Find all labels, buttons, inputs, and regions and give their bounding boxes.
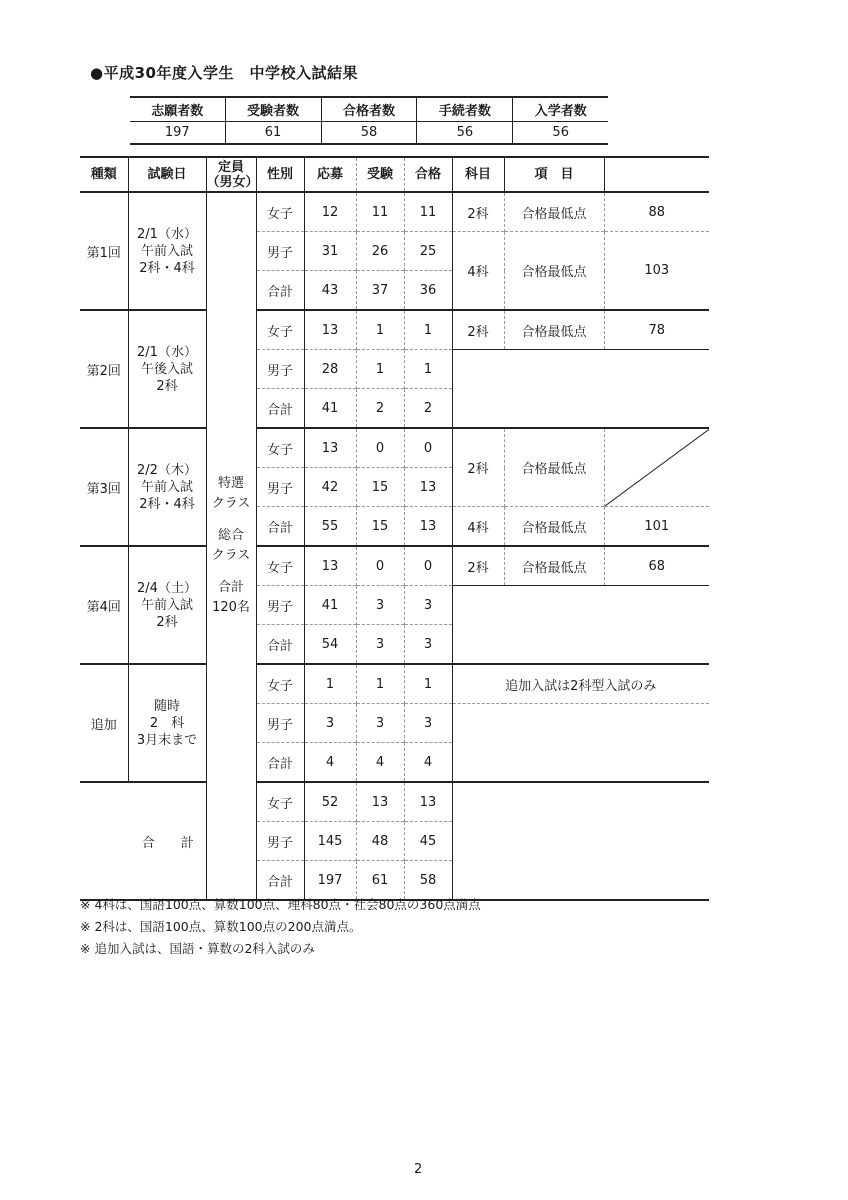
round-name: 第2回 (80, 310, 128, 428)
footnote: ※ 追加入試は、国語・算数の2科入試のみ (80, 941, 315, 956)
gender-cell: 合計 (256, 743, 304, 783)
gender-cell: 合計 (256, 507, 304, 547)
header-gender: 性別 (256, 157, 304, 192)
header-applied: 応募 (304, 157, 356, 192)
summary-value: 56 (513, 122, 608, 145)
empty-cell (452, 782, 709, 900)
round-date-line: 午後入試 (140, 361, 193, 377)
footnote: ※ 2科は、国語100点、算数100点の200点満点。 (80, 919, 362, 934)
applied-cell: 4 (304, 743, 356, 783)
header-subject: 科目 (452, 157, 504, 192)
capacity-line: 特選 (217, 476, 244, 491)
additional-note: 追加入試は2科型入試のみ (452, 664, 709, 704)
subject-cell: 4科 (452, 507, 504, 547)
applied-cell: 197 (304, 861, 356, 901)
summary-header: 手続者数 (417, 97, 513, 122)
passed-cell: 45 (404, 822, 452, 861)
summary-header: 入学者数 (513, 97, 608, 122)
summary-header: 受験者数 (225, 97, 321, 122)
passed-cell: 4 (404, 743, 452, 783)
subject-cell: 4科 (452, 232, 504, 311)
item-cell: 合格最低点 (504, 232, 604, 311)
applied-cell: 43 (304, 271, 356, 311)
round-date-line: 2科・4科 (139, 260, 195, 276)
taken-cell: 15 (356, 507, 404, 547)
gender-cell: 女子 (256, 192, 304, 232)
round-date-line: 2科・4科 (139, 496, 195, 512)
gender-cell: 男子 (256, 704, 304, 743)
subject-cell: 2科 (452, 310, 504, 350)
score-cell: 101 (604, 507, 709, 547)
passed-cell: 13 (404, 468, 452, 507)
gender-cell: 男子 (256, 232, 304, 271)
round-name: 第1回 (86, 245, 121, 261)
header-passed: 合格 (404, 157, 452, 192)
score-cell: 78 (604, 310, 709, 350)
round-date-line: 2科 (156, 614, 178, 630)
taken-cell: 3 (356, 586, 404, 625)
gender-cell: 合計 (256, 861, 304, 901)
header-capacity-line: （男女） (206, 174, 259, 190)
gender-cell: 男子 (256, 822, 304, 861)
summary-value: 58 (321, 122, 417, 145)
item-cell: 合格最低点 (504, 192, 604, 232)
total-label: 合 計 (80, 782, 256, 900)
taken-cell: 15 (356, 468, 404, 507)
passed-cell: 13 (404, 782, 452, 822)
round-date-line: 2/4（土） (137, 580, 197, 596)
subject-cell: 2科 (452, 546, 504, 586)
header-item: 項 目 (504, 157, 604, 192)
summary-value: 197 (130, 122, 225, 145)
round-date-line: 午前入試 (140, 479, 193, 495)
taken-cell: 26 (356, 232, 404, 271)
passed-cell: 25 (404, 232, 452, 271)
header-date: 試験日 (128, 157, 206, 192)
gender-cell: 女子 (256, 428, 304, 468)
passed-cell: 0 (404, 546, 452, 586)
round-name: 第4回 (80, 546, 128, 664)
empty-cell (452, 586, 709, 665)
taken-cell: 4 (356, 743, 404, 783)
score-cell: 88 (604, 192, 709, 232)
item-cell: 合格最低点 (504, 546, 604, 586)
taken-cell: 11 (356, 192, 404, 232)
footnote: ※ 4科は、国語100点、算数100点、理科80点・社会80点の360点満点 (80, 897, 481, 912)
round-date-line: 午前入試 (140, 597, 193, 613)
taken-cell: 2 (356, 389, 404, 429)
summary-header: 合格者数 (321, 97, 417, 122)
applied-cell: 13 (304, 428, 356, 468)
item-cell: 合格最低点 (504, 310, 604, 350)
round-date-line: 2 科 (149, 715, 185, 731)
applied-cell: 41 (304, 586, 356, 625)
gender-cell: 合計 (256, 625, 304, 665)
passed-cell: 1 (404, 350, 452, 389)
summary-value: 56 (417, 122, 513, 145)
subject-cell: 2科 (452, 428, 504, 507)
summary-header: 志願者数 (130, 97, 225, 122)
capacity-line: 120名 (212, 600, 250, 615)
taken-cell: 48 (356, 822, 404, 861)
footnotes (80, 894, 481, 960)
score-cell: 103 (604, 232, 709, 311)
round-date (128, 310, 206, 428)
round-date-line: 2/1（水） (137, 344, 197, 360)
passed-cell: 2 (404, 389, 452, 429)
round-date-line: 2科 (156, 378, 178, 394)
round-date-line: 2/2（木） (137, 462, 197, 478)
gender-cell: 女子 (256, 310, 304, 350)
passed-cell: 0 (404, 428, 452, 468)
capacity-line: クラス (211, 496, 251, 511)
item-cell: 合格最低点 (504, 428, 604, 507)
item-cell: 合格最低点 (504, 507, 604, 547)
applied-cell: 55 (304, 507, 356, 547)
gender-cell: 男子 (256, 586, 304, 625)
taken-cell: 37 (356, 271, 404, 311)
header-taken: 受験 (356, 157, 404, 192)
applied-cell: 13 (304, 546, 356, 586)
passed-cell: 13 (404, 507, 452, 547)
taken-cell: 1 (356, 350, 404, 389)
applied-cell: 52 (304, 782, 356, 822)
summary-value: 61 (225, 122, 321, 145)
round-date-line: 午前入試 (140, 243, 193, 259)
gender-cell: 合計 (256, 271, 304, 311)
taken-cell: 1 (356, 664, 404, 704)
taken-cell: 1 (356, 310, 404, 350)
taken-cell: 0 (356, 546, 404, 586)
applied-cell: 13 (304, 310, 356, 350)
applied-cell: 31 (304, 232, 356, 271)
score-cell-blank (604, 428, 709, 507)
capacity-line: 総合 (217, 528, 244, 543)
passed-cell: 3 (404, 625, 452, 665)
diagonal-slash (605, 429, 710, 506)
header-kind: 種類 (80, 157, 128, 192)
round-date (128, 664, 206, 782)
round-date-line: 随時 (153, 698, 180, 714)
taken-cell: 3 (356, 625, 404, 665)
round-date-line: 2/1（水） (137, 226, 197, 242)
round-date (128, 428, 206, 546)
applied-cell: 41 (304, 389, 356, 429)
page-title: ●平成30年度入学生 中学校入試結果 (90, 64, 358, 82)
round-date (128, 192, 206, 310)
empty-cell (452, 350, 709, 429)
header-value (604, 157, 709, 192)
header-capacity-line: 定員 (217, 159, 244, 175)
header-capacity (206, 157, 259, 192)
gender-cell: 女子 (256, 782, 304, 822)
applied-cell: 28 (304, 350, 356, 389)
page-number: 2 (414, 1162, 423, 1177)
capacity-line: 合計 (217, 580, 244, 595)
passed-cell: 58 (404, 861, 452, 901)
applied-cell: 54 (304, 625, 356, 665)
passed-cell: 11 (404, 192, 452, 232)
passed-cell: 1 (404, 664, 452, 704)
round-date (128, 546, 206, 664)
passed-cell: 1 (404, 310, 452, 350)
round-name: 第3回 (80, 428, 128, 546)
results-table (80, 156, 709, 901)
score-cell: 68 (604, 546, 709, 586)
summary-table (130, 96, 608, 145)
applied-cell: 1 (304, 664, 356, 704)
applied-cell: 12 (304, 192, 356, 232)
round-date-line: 3月末まで (136, 732, 198, 748)
taken-cell: 61 (356, 861, 404, 901)
gender-cell: 女子 (256, 664, 304, 704)
passed-cell: 36 (404, 271, 452, 311)
subject-cell: 2科 (452, 192, 504, 232)
gender-cell: 男子 (256, 468, 304, 507)
gender-cell: 男子 (256, 350, 304, 389)
capacity-line: クラス (211, 548, 251, 563)
applied-cell: 3 (304, 704, 356, 743)
passed-cell: 3 (404, 586, 452, 625)
gender-cell: 女子 (256, 546, 304, 586)
gender-cell: 合計 (256, 389, 304, 429)
round-name: 追加 (80, 664, 128, 782)
taken-cell: 13 (356, 782, 404, 822)
passed-cell: 3 (404, 704, 452, 743)
applied-cell: 145 (304, 822, 356, 861)
taken-cell: 3 (356, 704, 404, 743)
applied-cell: 42 (304, 468, 356, 507)
empty-cell (452, 704, 709, 783)
taken-cell: 0 (356, 428, 404, 468)
